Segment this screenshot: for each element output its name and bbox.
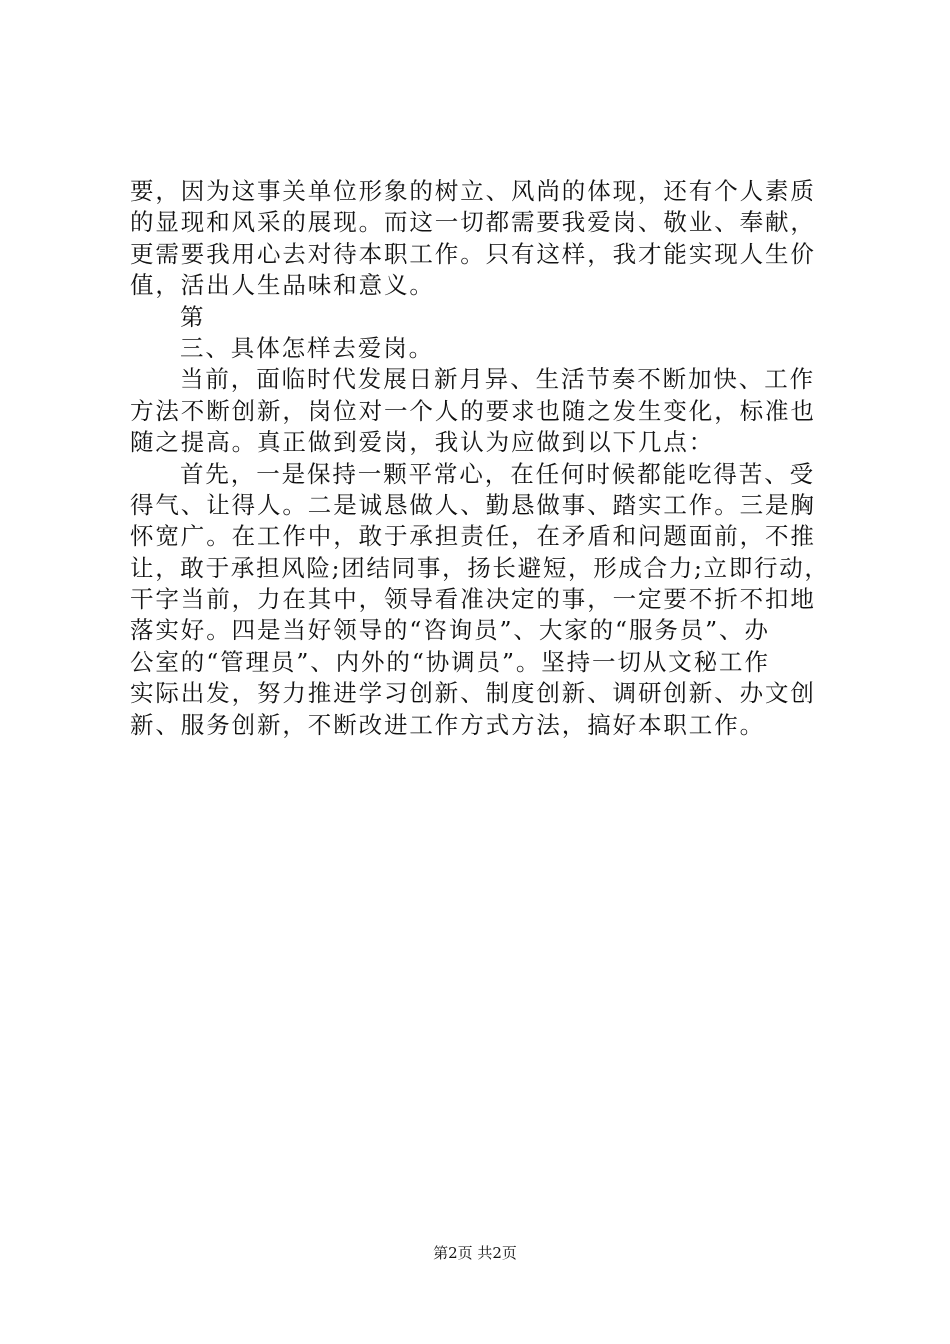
text-line: 更需要我用心去对待本职工作。只有这样，我才能实现人生价 — [130, 239, 816, 268]
text-line: 实际出发，努力推进学习创新、制度创新、调研创新、办文创 — [130, 679, 816, 708]
text-line: 的显现和风采的展现。而这一切都需要我爱岗、敬业、奉献， — [130, 208, 816, 237]
text-line: 值，活出人生品味和意义。 — [130, 271, 435, 300]
section-heading: 三、具体怎样去爱岗。 — [180, 333, 434, 362]
text-line: 首先，一是保持一颗平常心，在任何时候都能吃得苦、受 — [180, 459, 815, 488]
text-line: 得气、让得人。二是诚恳做人、勤恳做事、踏实工作。三是胸 — [130, 490, 816, 519]
text-line: 让，敢于承担风险;团结同事，扬长避短，形成合力;立即行动， — [130, 553, 830, 582]
text-line: 公室的“管理员”、内外的“协调员”。坚持一切从文秘工作 — [130, 647, 770, 676]
document-body — [130, 176, 830, 741]
text-line: 当前，面临时代发展日新月异、生活节奏不断加快、工作 — [180, 365, 815, 394]
text-line: 落实好。四是当好领导的“咨询员”、大家的“服务员”、办 — [130, 616, 770, 645]
text-line: 随之提高。真正做到爱岗，我认为应做到以下几点： — [130, 428, 715, 457]
text-line: 干字当前，力在其中，领导看准决定的事，一定要不折不扣地 — [130, 585, 816, 614]
text-line: 第 — [180, 302, 206, 331]
text-line: 方法不断创新，岗位对一个人的要求也随之发生变化，标准也 — [130, 396, 816, 425]
text-line: 要，因为这事关单位形象的树立、风尚的体现，还有个人素质 — [130, 177, 816, 205]
text-line: 怀宽广。在工作中，敢于承担责任，在矛盾和问题面前，不推 — [130, 522, 816, 551]
page-number-footer: 第2页 共2页 — [433, 1244, 517, 1262]
text-line: 新、服务创新，不断改进工作方式方法，搞好本职工作。 — [130, 710, 765, 739]
